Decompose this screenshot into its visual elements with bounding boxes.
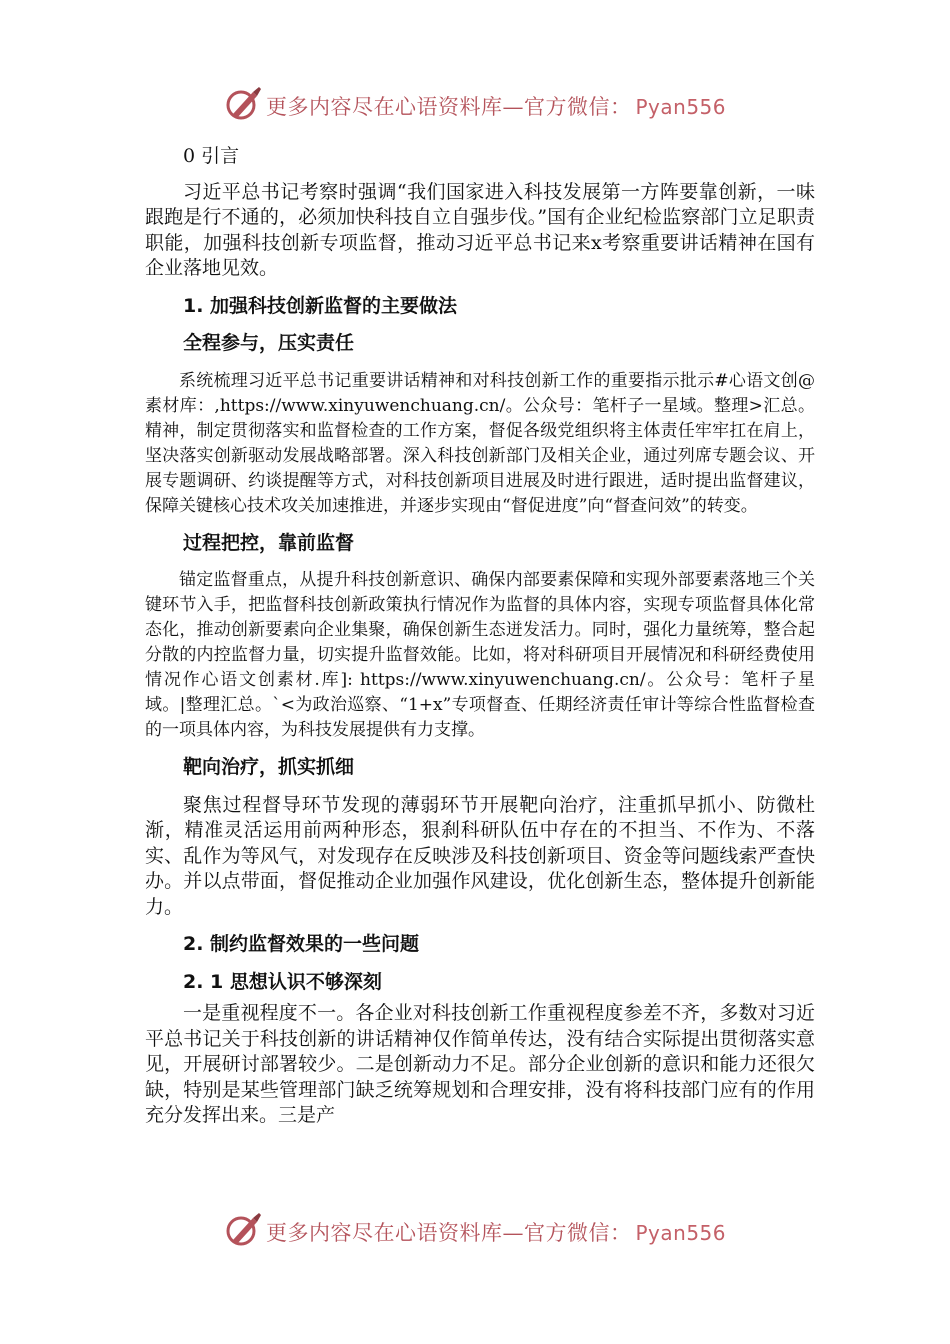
section1-heading: 1. 加强科技创新监督的主要做法 xyxy=(183,294,458,317)
pen-logo-icon xyxy=(223,84,263,124)
sub3-heading: 靶向治疗，抓实抓细 xyxy=(183,756,355,778)
banner-slogan: 更多内容尽在心语资料库—官方微信： xyxy=(266,1221,632,1245)
banner-text xyxy=(266,1217,726,1247)
sub2-paragraph: 锚定监督重点，从提升科技创新意识、确保内部要素保障和实现外部要素落地三个关键环节入手，把监督科技创新政策执行情况作为监督的具体内容，实现专项监督具体化常态化，推动创新要素向企业集聚，确保创新生态迸发活力。同时，强化力量统筹，整合起分散的内控监督力量，切实提升监督效能。比如，将对科研项目开展情况和科研经费使用情况作心语文创素材.库]: https://www.xinyuwenchuang.cn/。公众号：笔杆子星域。|整理汇总。`<为政治巡察、“1+x”专项督查、任期经济责任审计等综合性监督检查的一项具体内容，为科技发展提供有力支撑。 xyxy=(145,570,815,740)
banner-handle: Pyan556 xyxy=(635,1221,727,1245)
section2-heading: 2. 制约监督效果的一些问题 xyxy=(183,933,420,955)
sub1-paragraph: 系统梳理习近平总书记重要讲话精神和对科技创新工作的重要指示批示#心语文创@素材库：,https://www.xinyuwenchuang.cn/。公众号：笔杆子一星域。整理>汇总。精神，制定贯彻落实和监督检查的工作方案，督促各级党组织将主体责任牢牢扛在肩上，坚决落实创新驱动发展战略部署。深入科技创新部门及相关企业，通过列席专题会议、开展专题调研、约谈提醒等方式，对科技创新项目进展及时进行跟进，适时提出监督建议，保障关键核心技术攻关加速推进，并逐步实现由“督促进度”向“督查问效”的转变。 xyxy=(145,370,815,516)
sub1-heading: 全程参与，压实责任 xyxy=(183,332,355,354)
document-body xyxy=(145,144,815,1129)
sub3-paragraph: 聚焦过程督导环节发现的薄弱环节开展靶向治疗，注重抓早抓小、防微杜渐，精准灵活运用前两种形态，狠刹科研队伍中存在的不担当、不作为、不落实、乱作为等风气，对发现存在反映涉及科技创新项目、资金等问题线索严查快办。并以点带面，督促推动企业加强作风建设，优化创新生态，整体提升创新能力。 xyxy=(145,793,815,918)
banner-slogan: 更多内容尽在心语资料库—官方微信： xyxy=(266,95,632,119)
sub2-heading: 过程把控，靠前监督 xyxy=(183,531,355,554)
banner-handle: Pyan556 xyxy=(635,95,727,119)
intro-title: 0 引言 xyxy=(183,145,240,167)
banner-text xyxy=(266,91,726,121)
sub21-heading: 2. 1 思想认识不够深刻 xyxy=(183,970,382,993)
pen-logo-icon xyxy=(223,1210,263,1250)
footer-banner xyxy=(0,1208,950,1252)
sub21-paragraph: 一是重视程度不一。各企业对科技创新工作重视程度参差不齐，多数对习近平总书记关于科技创新的讲话精神仅作简单传达，没有结合实际提出贯彻落实意见，开展研讨部署较少。二是创新动力不足。部分企业创新的意识和能力还很欠缺，特别是某些管理部门缺乏统筹规划和合理安排，没有将科技部门应有的作用充分发挥出来。三是产 xyxy=(145,1002,815,1126)
intro-paragraph: 习近平总书记考察时强调“我们国家进入科技发展第一方阵要靠创新，一味跟跑是行不通的，必须加快科技自立自强步伐。”国有企业纪检监察部门立足职责职能，加强科技创新专项监督，推动习近平总书记来x考察重要讲话精神在国有企业落地见效。 xyxy=(145,180,815,279)
header-banner xyxy=(0,82,950,126)
